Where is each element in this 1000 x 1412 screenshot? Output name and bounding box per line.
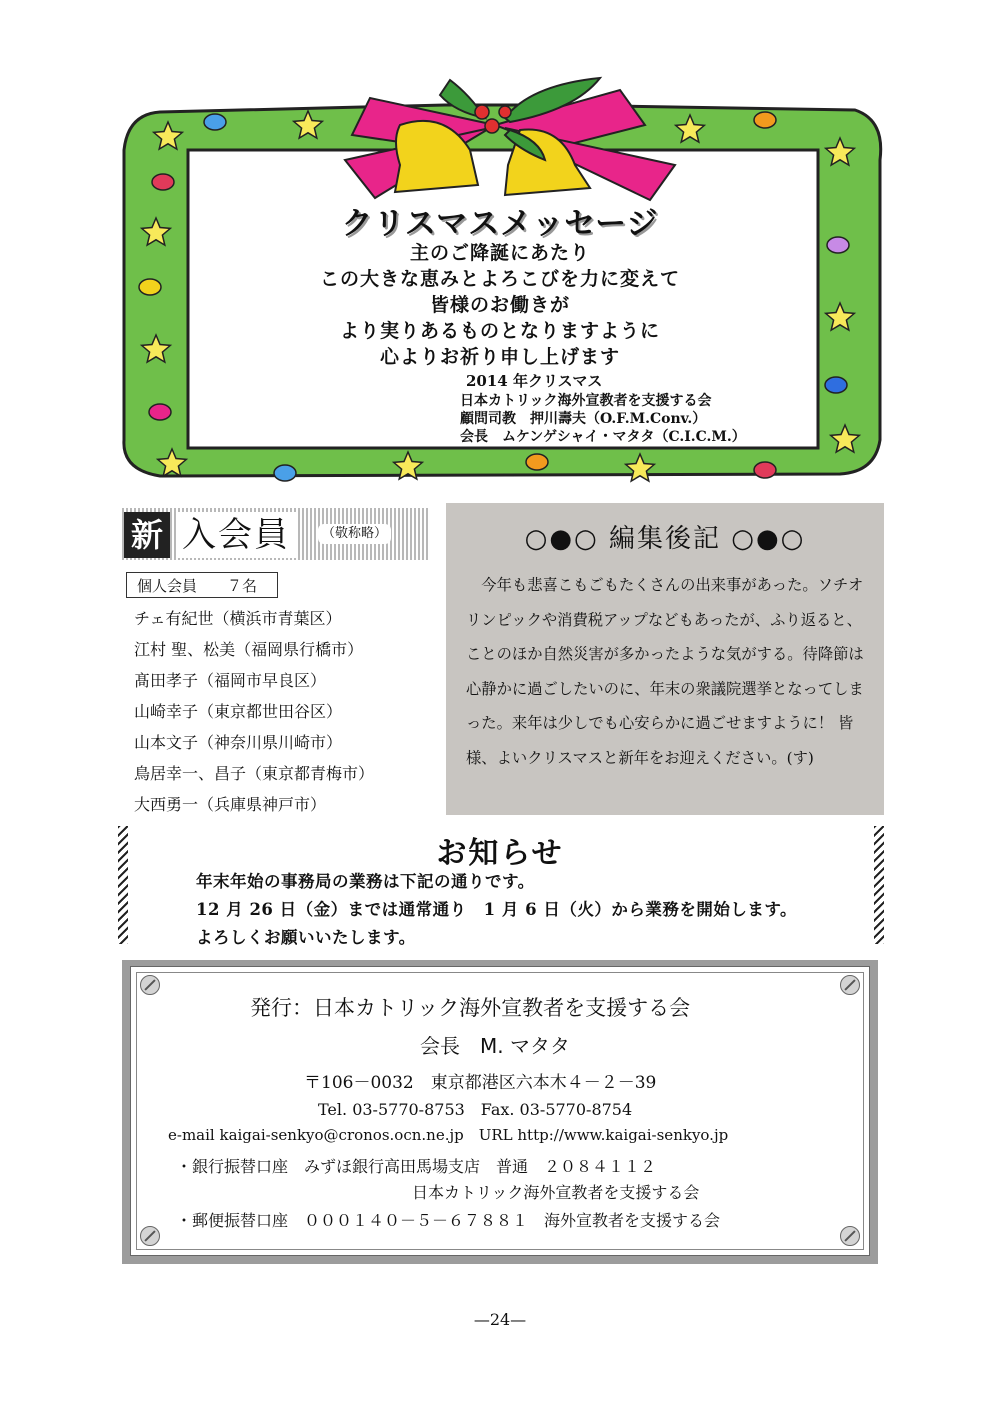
christmas-signature-year: 2014 年クリスマス bbox=[466, 372, 603, 390]
light-bulb-icon bbox=[825, 377, 847, 393]
light-bulb-icon bbox=[274, 465, 296, 481]
list-item: 大西勇一（兵庫県神戸市） bbox=[134, 795, 327, 814]
screw-icon bbox=[840, 1226, 860, 1246]
email-url: e-mail kaigai-senkyo@cronos.ocn.ne.jp URL http://www.kaigai-senkyo.jp bbox=[168, 1126, 729, 1144]
new-members-title: 入会員 bbox=[176, 512, 296, 558]
right-border-stripes bbox=[874, 826, 884, 944]
notice-line: よろしくお願いいたします。 bbox=[196, 928, 416, 947]
address: 〒106－0032 東京都港区六本木４－２－39 bbox=[304, 1073, 657, 1093]
light-bulb-icon bbox=[152, 174, 174, 190]
christmas-signature-org: 日本カトリック海外宣教者を支援する会 bbox=[460, 393, 712, 409]
light-bulb-icon bbox=[827, 237, 849, 253]
list-item: チェ有紀世（横浜市青葉区） bbox=[134, 609, 342, 628]
president: 会長 M. マタタ bbox=[420, 1034, 570, 1058]
editorial-body: 今年も悲喜こもごもたくさんの出来事があった。ソチオリンピックや消費税アップなどもあったが、ふり返ると、ことのほか自然災害が多かったような気がする。待降節は心静かに過ごしたいのに、年末の衆議院選挙となってしまった。来年は少しでも心安らかに過ごせますように！ 皆様、よいクリスマスと新年をお迎えください。(す) bbox=[466, 576, 864, 767]
honorific-note: （敬称略） bbox=[318, 524, 391, 544]
left-border-stripes bbox=[118, 826, 128, 944]
list-item: 鳥居幸一、昌子（東京都青梅市） bbox=[134, 764, 375, 783]
phone-fax: Tel. 03-5770-8753 Fax. 03-5770-8754 bbox=[318, 1100, 633, 1119]
christmas-line: この大きな恵みとよろこびを力に変えて bbox=[319, 268, 680, 290]
christmas-message-title: クリスマスメッセージ bbox=[341, 206, 659, 242]
bank-account: ・銀行振替口座 みずほ銀行高田馬場支店 普通 ２０８４１１２ bbox=[176, 1157, 657, 1176]
screw-icon bbox=[140, 1226, 160, 1246]
christmas-signature-bishop: 顧問司教 押川壽夫（O.F.M.Conv.） bbox=[460, 411, 707, 427]
light-bulb-icon bbox=[204, 114, 226, 130]
list-item: 山崎幸子（東京都世田谷区） bbox=[134, 702, 343, 721]
new-members-header bbox=[122, 508, 428, 560]
new-members-list bbox=[134, 603, 374, 820]
notice-line: 年末年始の事務局の業務は下記の通りです。 bbox=[196, 872, 535, 891]
postal-account: ・郵便振替口座 ０００１４０－５－６７８８１ 海外宣教者を支援する会 bbox=[176, 1211, 721, 1230]
christmas-line: 皆様のお働きが bbox=[429, 294, 570, 316]
notice-title: お知らせ bbox=[436, 836, 564, 871]
light-bulb-icon bbox=[754, 462, 776, 478]
list-item: 江村 聖、松美（福岡県行橋市） bbox=[134, 640, 364, 659]
christmas-line: 心よりお祈り申し上げます bbox=[379, 346, 620, 368]
light-bulb-icon bbox=[526, 454, 548, 470]
list-item: 髙田孝子（福岡市早良区） bbox=[134, 671, 327, 690]
christmas-signature-president: 会長 ムケンゲシャイ・マタタ（C.I.C.M.） bbox=[460, 429, 746, 445]
new-badge: 新 bbox=[124, 512, 170, 558]
christmas-line: より実りあるものとなりますように bbox=[339, 320, 660, 342]
screw-icon bbox=[140, 975, 160, 995]
page-number: —24— bbox=[473, 1310, 527, 1329]
light-bulb-icon bbox=[754, 112, 776, 128]
list-item: 山本文子（神奈川県川崎市） bbox=[134, 733, 343, 752]
light-bulb-icon bbox=[149, 404, 171, 420]
editorial-title: ○●○ 編集後記 ○●○ bbox=[524, 524, 806, 554]
christmas-line: 主のご降誕にあたり bbox=[409, 242, 590, 264]
light-bulb-icon bbox=[139, 279, 161, 295]
issuer: 発行：日本カトリック海外宣教者を支援する会 bbox=[250, 996, 691, 1020]
bank-account-holder: 日本カトリック海外宣教者を支援する会 bbox=[412, 1183, 700, 1202]
notice-line: 12 月 26 日（金）までは通常通り 1 月 6 日（火）から業務を開始します。 bbox=[196, 900, 798, 919]
member-count: 個人会員 ７名 bbox=[126, 572, 278, 598]
screw-icon bbox=[840, 975, 860, 995]
